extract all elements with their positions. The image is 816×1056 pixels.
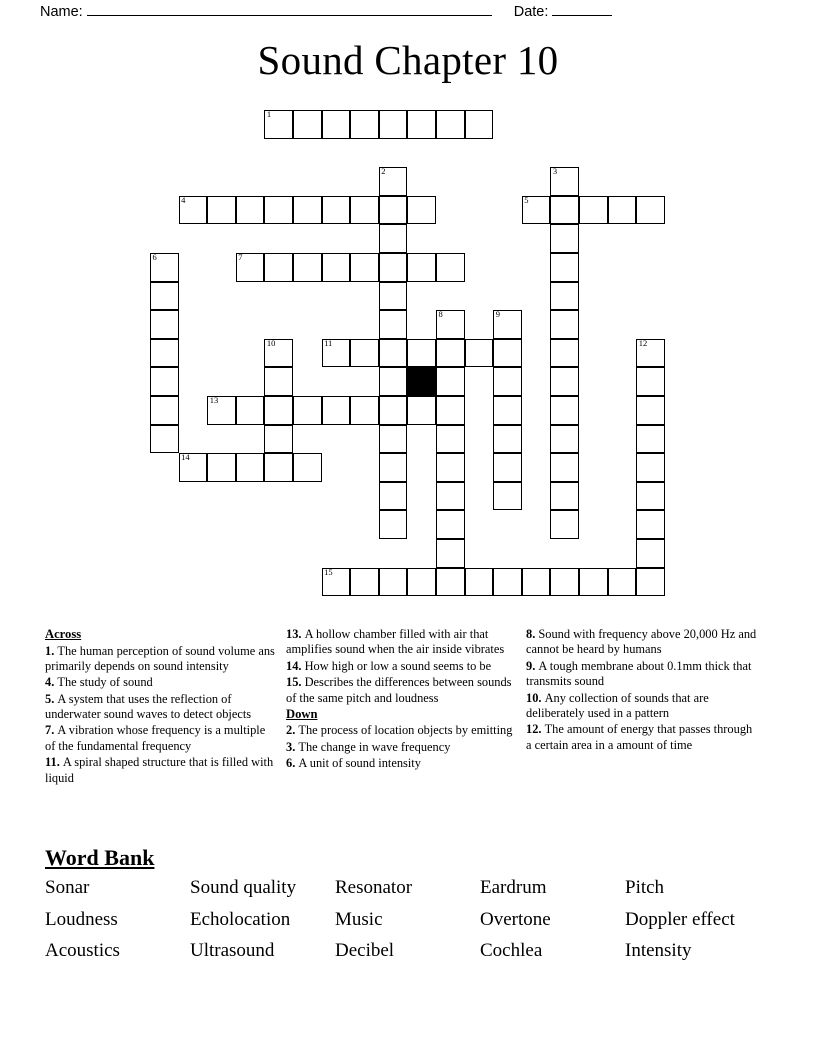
- crossword-cell[interactable]: [264, 196, 293, 225]
- down-clue-list-part-1: [286, 723, 517, 771]
- clue-text: Sound with frequency above 20,000 Hz and cannot be heard by humans: [526, 627, 757, 657]
- word-bank-word[interactable]: Decibel: [335, 940, 395, 962]
- down-clue-list-part-2: [526, 627, 757, 753]
- crossword-cell[interactable]: [436, 425, 465, 454]
- crossword-cell[interactable]: [550, 310, 579, 339]
- crossword-cell[interactable]: [179, 453, 208, 482]
- crossword-cell[interactable]: [550, 367, 579, 396]
- clue-text: A spiral shaped structure that is filled with liquid: [45, 755, 274, 785]
- crossword-cell[interactable]: [608, 568, 637, 597]
- crossword-cell[interactable]: [350, 396, 379, 425]
- clue-item: [286, 659, 517, 674]
- crossword-cell-number: 15: [324, 566, 333, 577]
- crossword-cell[interactable]: [436, 568, 465, 597]
- clue-text: Describes the differences between sounds of the same pitch and loudness: [286, 675, 512, 705]
- clue-number: 7.: [45, 723, 58, 738]
- word-bank-word[interactable]: Sound quality: [190, 877, 297, 898]
- clue-number: 1.: [45, 643, 58, 658]
- clue-text: The amount of energy that passes through a certain area in a amount of time: [526, 722, 753, 752]
- crossword-cell[interactable]: [436, 396, 465, 425]
- across-heading: Across: [45, 627, 82, 641]
- crossword-cell[interactable]: [379, 453, 408, 482]
- clue-item: [526, 722, 757, 753]
- crossword-cell[interactable]: [579, 196, 608, 225]
- crossword-cell[interactable]: [636, 510, 665, 539]
- crossword-cell[interactable]: [179, 196, 208, 225]
- clue-item: [45, 692, 277, 723]
- crossword-cell[interactable]: [636, 539, 665, 568]
- clue-item: [45, 675, 277, 690]
- crossword-cell-number: 6: [152, 252, 157, 262]
- crossword-cell[interactable]: [436, 253, 465, 282]
- crossword-cell[interactable]: [493, 568, 522, 597]
- clue-item: [286, 627, 517, 658]
- crossword-cell-number: 12: [638, 337, 648, 348]
- word-bank-section: [45, 845, 785, 964]
- crossword-cell[interactable]: [293, 253, 322, 282]
- clue-number: 14.: [286, 658, 305, 673]
- crossword-cell[interactable]: [264, 425, 293, 454]
- clue-number: 3.: [286, 739, 299, 754]
- crossword-cell[interactable]: [379, 425, 408, 454]
- crossword-cell[interactable]: [579, 568, 608, 597]
- clue-item: [45, 755, 277, 786]
- crossword-cell[interactable]: [350, 196, 379, 225]
- word-bank-word[interactable]: Overtone: [480, 908, 551, 930]
- clue-number: 12.: [526, 722, 545, 737]
- crossword-cell[interactable]: [322, 568, 351, 597]
- crossword-cell[interactable]: [322, 253, 351, 282]
- crossword-cell[interactable]: [293, 453, 322, 482]
- crossword-cell[interactable]: [493, 339, 522, 368]
- clue-number: 9.: [526, 658, 539, 673]
- crossword-cell[interactable]: [293, 396, 322, 425]
- crossword-cell[interactable]: [379, 224, 408, 253]
- across-clue-list-part-2: [286, 627, 517, 706]
- crossword-cell[interactable]: [636, 196, 665, 225]
- crossword-cell[interactable]: [264, 453, 293, 482]
- clue-number: 11.: [45, 755, 63, 770]
- crossword-cell[interactable]: [150, 367, 179, 396]
- crossword-cell[interactable]: [322, 196, 351, 225]
- crossword-cell[interactable]: [379, 310, 408, 339]
- clue-column-3: [525, 627, 765, 787]
- crossword-cell[interactable]: [636, 367, 665, 396]
- clue-text: The study of sound: [57, 675, 153, 690]
- crossword-cell[interactable]: [350, 110, 379, 139]
- clue-text: A vibration whose frequency is a multiple of the fundamental frequency: [45, 723, 266, 753]
- clue-item: [286, 740, 517, 755]
- crossword-cell[interactable]: [550, 167, 579, 196]
- crossword-cell-number: 9: [495, 309, 500, 320]
- crossword-cell[interactable]: [236, 396, 265, 425]
- crossword-cell[interactable]: [550, 253, 579, 282]
- crossword-cell[interactable]: [264, 339, 293, 368]
- crossword-cell-number: 8: [438, 309, 443, 320]
- crossword-cell[interactable]: [407, 110, 436, 139]
- crossword-cell[interactable]: [493, 367, 522, 396]
- crossword-cell[interactable]: [436, 310, 465, 339]
- crossword-cell[interactable]: [264, 367, 293, 396]
- crossword-cell[interactable]: [436, 339, 465, 368]
- crossword-cell[interactable]: [550, 453, 579, 482]
- crossword-cell[interactable]: [465, 110, 494, 139]
- crossword-cell[interactable]: [379, 110, 408, 139]
- crossword-cell[interactable]: [379, 510, 408, 539]
- crossword-cell[interactable]: [379, 253, 408, 282]
- crossword-cell[interactable]: [436, 367, 465, 396]
- crossword-cell[interactable]: [522, 568, 551, 597]
- crossword-cell[interactable]: [465, 568, 494, 597]
- clue-item: [526, 691, 757, 722]
- page-title: Sound Chapter 10: [257, 37, 559, 83]
- crossword-cell[interactable]: [350, 568, 379, 597]
- across-clue-list-part-1: [45, 644, 277, 786]
- crossword-cell[interactable]: [150, 310, 179, 339]
- crossword-cell[interactable]: [493, 310, 522, 339]
- crossword-cell[interactable]: [293, 196, 322, 225]
- clue-number: 10.: [526, 690, 545, 705]
- crossword-cell[interactable]: [236, 196, 265, 225]
- word-bank-word[interactable]: Eardrum: [480, 877, 547, 898]
- clue-text: A hollow chamber filled with air that amplifies sound when the air inside vibrates: [286, 627, 505, 657]
- name-label: Name:: [40, 4, 83, 20]
- crossword-cell[interactable]: [636, 482, 665, 511]
- crossword-cell-number: 10: [266, 337, 276, 348]
- clue-text: The human perception of sound volume ans primarily depends on sound intensity: [45, 643, 275, 673]
- crossword-cell[interactable]: [350, 339, 379, 368]
- crossword-cell[interactable]: [436, 110, 465, 139]
- crossword-cell[interactable]: [207, 396, 236, 425]
- crossword-cell[interactable]: [379, 367, 408, 396]
- crossword-cell[interactable]: [150, 396, 179, 425]
- crossword-cell[interactable]: [407, 196, 436, 225]
- crossword-cell[interactable]: [550, 510, 579, 539]
- crossword-cell[interactable]: [264, 110, 293, 139]
- crossword-cell[interactable]: [379, 167, 408, 196]
- crossword-cell[interactable]: [636, 568, 665, 597]
- clue-column-2: [285, 627, 525, 787]
- crossword-cell[interactable]: [379, 396, 408, 425]
- crossword-cell[interactable]: [150, 339, 179, 368]
- clue-text: A unit of sound intensity: [298, 756, 421, 771]
- crossword-cell[interactable]: [636, 425, 665, 454]
- crossword-cell[interactable]: [236, 453, 265, 482]
- word-bank-word[interactable]: Music: [335, 908, 383, 930]
- crossword-cell[interactable]: [379, 568, 408, 597]
- crossword-cell[interactable]: [407, 396, 436, 425]
- clue-item: [286, 756, 517, 771]
- crossword-cell-number: 4: [181, 194, 186, 205]
- clue-number: 15.: [286, 675, 305, 690]
- crossword-cell[interactable]: [436, 482, 465, 511]
- crossword-cell[interactable]: [379, 196, 408, 225]
- crossword-cell[interactable]: [322, 339, 351, 368]
- crossword-block-cell: [407, 367, 436, 396]
- clue-text: Any collection of sounds that are deliberately used in a pattern: [526, 690, 709, 720]
- crossword-cell[interactable]: [150, 425, 179, 454]
- clue-item: [45, 723, 277, 754]
- word-bank-word[interactable]: Ultrasound: [190, 940, 275, 962]
- crossword-cell[interactable]: [379, 282, 408, 311]
- clue-text: A system that uses the reflection of underwater sound waves to detect objects: [45, 691, 252, 722]
- clue-text: The change in wave frequency: [298, 739, 451, 754]
- crossword-cell[interactable]: [493, 482, 522, 511]
- word-bank-word[interactable]: Doppler effect: [625, 908, 735, 930]
- crossword-cell-number: 2: [381, 166, 386, 177]
- crossword-cell[interactable]: [150, 253, 179, 282]
- crossword-cell[interactable]: [407, 339, 436, 368]
- clue-text: A tough membrane about 0.1mm thick that transmits sound: [526, 658, 752, 689]
- clue-text: The process of location objects by emitting: [298, 723, 513, 738]
- clue-item: [526, 659, 757, 690]
- crossword-cell-number: 3: [552, 166, 558, 177]
- word-bank-word[interactable]: Pitch: [625, 877, 665, 898]
- word-bank-word[interactable]: Loudness: [45, 908, 118, 930]
- crossword-cell-number: 11: [324, 337, 333, 348]
- crossword-cell[interactable]: [322, 110, 351, 139]
- crossword-cell[interactable]: [264, 253, 293, 282]
- crossword-cell-number: 5: [524, 194, 529, 205]
- clue-number: 5.: [45, 691, 58, 706]
- date-label: Date:: [513, 4, 549, 20]
- crossword-cell[interactable]: [550, 339, 579, 368]
- word-bank-word[interactable]: Echolocation: [190, 908, 291, 930]
- word-bank-word[interactable]: Cochlea: [480, 940, 543, 962]
- clues-section: [45, 627, 775, 787]
- crossword-cell[interactable]: [436, 539, 465, 568]
- clue-number: 13.: [286, 627, 305, 641]
- word-bank-word[interactable]: Acoustics: [45, 940, 120, 962]
- word-bank-word[interactable]: Sonar: [45, 877, 90, 898]
- crossword-cell[interactable]: [636, 396, 665, 425]
- crossword-cell[interactable]: [608, 196, 637, 225]
- clue-number: 6.: [286, 756, 299, 771]
- clue-number: 2.: [286, 723, 299, 738]
- crossword-cell[interactable]: [207, 453, 236, 482]
- crossword-cell[interactable]: [636, 339, 665, 368]
- crossword-cell[interactable]: [636, 453, 665, 482]
- clue-number: 8.: [526, 627, 539, 641]
- crossword-cell[interactable]: [293, 110, 322, 139]
- crossword-cell[interactable]: [379, 339, 408, 368]
- crossword-cell[interactable]: [150, 282, 179, 311]
- crossword-cell-number: 13: [209, 395, 219, 405]
- crossword-cell[interactable]: [493, 425, 522, 454]
- word-bank-word[interactable]: Resonator: [335, 877, 413, 898]
- crossword-cell[interactable]: [550, 396, 579, 425]
- crossword-cell-number: 14: [181, 452, 190, 463]
- crossword-cell-number: 7: [238, 252, 243, 262]
- crossword-cell[interactable]: [550, 482, 579, 511]
- crossword-cell[interactable]: [493, 453, 522, 482]
- crossword-cell[interactable]: [322, 396, 351, 425]
- clue-text: How high or low a sound seems to be: [304, 658, 492, 673]
- down-heading: Down: [286, 706, 318, 721]
- crossword-cell[interactable]: [407, 253, 436, 282]
- crossword-cell[interactable]: [350, 253, 379, 282]
- crossword-cell-number: 1: [266, 109, 272, 119]
- crossword-cell[interactable]: [407, 568, 436, 597]
- crossword-cell[interactable]: [465, 339, 494, 368]
- crossword-cell[interactable]: [436, 510, 465, 539]
- crossword-cell[interactable]: [550, 224, 579, 253]
- crossword-cell[interactable]: [550, 425, 579, 454]
- clue-item: [286, 675, 517, 706]
- crossword-cell[interactable]: [493, 396, 522, 425]
- crossword-cell[interactable]: [207, 196, 236, 225]
- crossword-cell[interactable]: [550, 568, 579, 597]
- crossword-cell[interactable]: [550, 282, 579, 311]
- word-bank-word[interactable]: Intensity: [625, 940, 692, 962]
- crossword-cell[interactable]: [522, 196, 551, 225]
- clue-item: [45, 644, 277, 675]
- clue-number: 4.: [45, 675, 58, 690]
- crossword-cell[interactable]: [236, 253, 265, 282]
- crossword-cell[interactable]: [550, 196, 579, 225]
- crossword-cell[interactable]: [379, 482, 408, 511]
- crossword-cell[interactable]: [264, 396, 293, 425]
- word-bank-heading: Word Bank: [45, 845, 155, 870]
- clue-column-1: [45, 627, 285, 787]
- clue-item: [526, 627, 757, 658]
- clue-item: [286, 723, 517, 738]
- word-bank-grid: [45, 875, 785, 964]
- crossword-cell[interactable]: [436, 453, 465, 482]
